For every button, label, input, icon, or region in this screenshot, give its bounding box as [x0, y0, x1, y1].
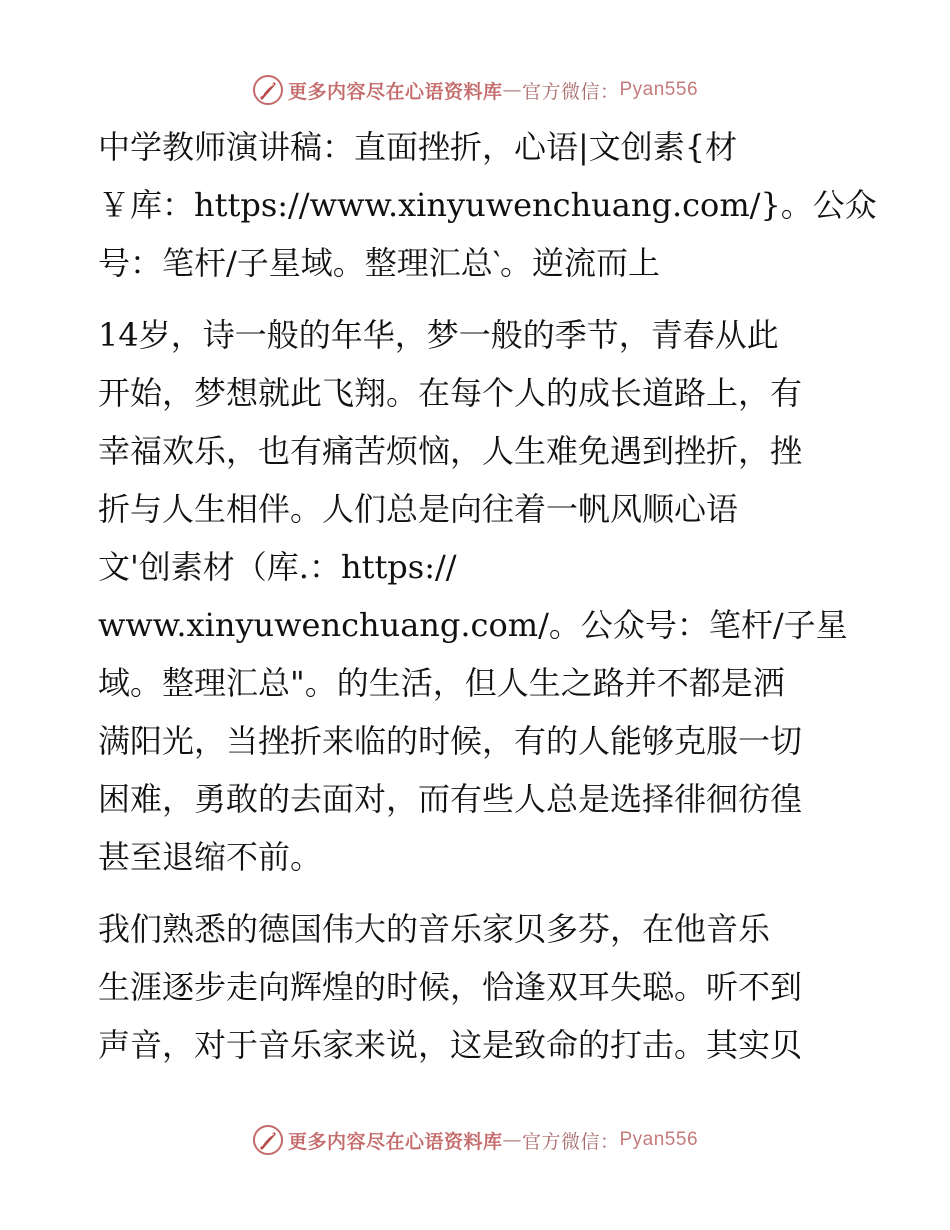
banner-official-label: 官方微信：	[521, 80, 620, 103]
text-line: 甚至退缩不前。	[98, 838, 323, 876]
text-line: 号：笔杆/子星域。整理汇总‵。逆流而上	[98, 244, 661, 282]
paragraph-3	[98, 900, 858, 1074]
banner-dash: —	[502, 79, 522, 101]
text-line: 折与人生相伴。人们总是向往着一帆风顺心语	[98, 490, 739, 528]
document-body	[98, 118, 877, 1074]
banner-dash: —	[502, 1129, 522, 1151]
banner-wechat-handle: Pyan556	[619, 1129, 699, 1150]
text-line: 声音，对于音乐家来说，这是致命的打击。其实贝	[98, 1026, 803, 1064]
paragraph-1	[98, 118, 877, 292]
text-line: 满阳光，当挫折来临的时候，有的人能够克服一切	[98, 722, 803, 760]
text-line: 文'创素材（库.：https://	[98, 548, 457, 586]
text-line: 生涯逐步走向辉煌的时候，恰逢双耳失聪。听不到	[98, 968, 803, 1006]
text-line: 困难，勇敢的去面对，而有些人总是选择徘徊彷徨	[98, 780, 803, 818]
banner-site-name: 更多内容尽在心语资料库	[287, 80, 503, 103]
banner-official-label: 官方微信：	[521, 1130, 620, 1153]
text-line: 14岁，诗一般的年华，梦一般的季节，青春从此	[98, 316, 779, 354]
text-line: 幸福欢乐，也有痛苦烦恼，人生难免遇到挫折，挫	[98, 432, 803, 470]
quill-logo-icon	[252, 1124, 284, 1156]
text-line: 中学教师演讲稿：直面挫折，心语|文创素{材	[98, 128, 738, 166]
text-line: 开始，梦想就此飞翔。在每个人的成长道路上，有	[98, 374, 803, 412]
banner-wechat-handle: Pyan556	[619, 79, 699, 100]
text-line: ￥库：https://www.xinyuwenchuang.com/}。公众	[98, 186, 877, 224]
text-line: 我们熟悉的德国伟大的音乐家贝多芬，在他音乐	[98, 910, 771, 948]
footer-banner	[0, 1120, 950, 1160]
paragraph-2	[98, 306, 858, 886]
header-banner	[0, 70, 950, 110]
text-line: 域。整理汇总"。的生活，但人生之路并不都是洒	[98, 664, 785, 702]
text-line: www.xinyuwenchuang.com/。公众号：笔杆/子星	[98, 606, 848, 644]
quill-logo-icon	[252, 74, 284, 106]
banner-site-name: 更多内容尽在心语资料库	[287, 1130, 503, 1153]
